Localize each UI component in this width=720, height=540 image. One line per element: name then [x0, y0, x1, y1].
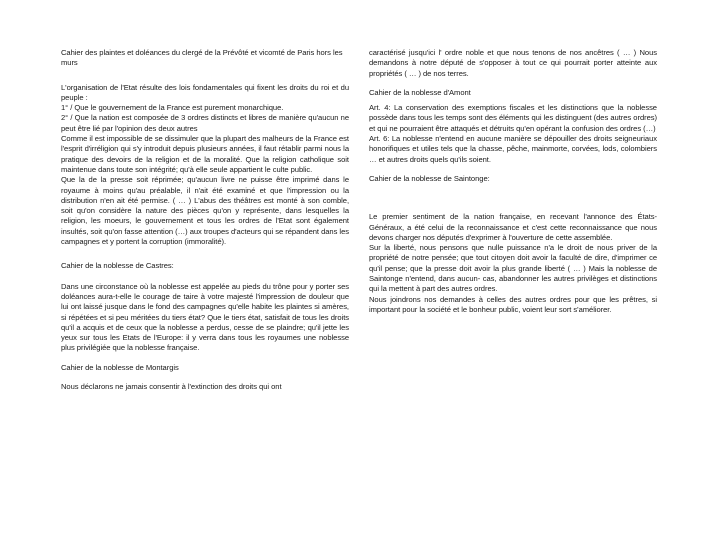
section-heading-saintonge: Cahier de la noblesse de Saintonge:: [369, 173, 490, 183]
clerge-paragraph: 2° / Que la nation est composée de 3 ordres distincts et libres de manière qu'aucun ne peut être lié par l'opinion des deux autres: [61, 113, 349, 133]
saintonge-paragraph: Nous joindrons nos demandes à celles des autres ordres pour que les prêtres, si important pour la société et le bonheur public, voient leur sort s'améliorer.: [369, 294, 657, 314]
left-column: [61, 48, 349, 392]
continuation-paragraph: caractérisé jusqu'ici l' ordre noble et que nous tenons de nos ancêtres ( … ) Nous demandons à notre député de s'opposer à tout ce qui pourrait porter atteinte aux propriétés ( … ) de nos terres.: [369, 48, 657, 78]
clerge-paragraph: Que la de la presse soit réprimée; qu'aucun livre ne puisse être imprimé dans le royaume à moins qu'au préalable, il n'ait été examiné et que l'impression ou la distribution n'en ait été permise. ( … ) L'abus des théâtres est monté à son comble, soit qu'on considère la nature des pièces qu'on y représente, dans lesquelles la religion, les moeurs, le gouvernement et tous les ordres de l'Etat sont également insultés, soit qu'on fasse attention (…) aux troupes d'acteurs qui se répandent dans les campagnes et y portent la corruption (immoralité).: [61, 175, 349, 247]
right-column: [369, 48, 657, 315]
section-heading-castres: Cahier de la noblesse de Castres:: [61, 261, 174, 271]
clerge-paragraph: Comme il est impossible de se dissimuler que la plupart des malheurs de la France est l'esprit d'irréligion qui s'y introduit depuis plusieurs années, il faut rétablir parmi nous la pratique des devoirs de la religion et de la moralité. Que la religion catholique soit maintenue dans toute son intégrité; qu'à elle seule appartient le culte public.: [61, 134, 349, 174]
clerge-paragraph: 1° / Que le gouvernement de la France est purement monarchique.: [61, 103, 284, 113]
amont-paragraph: Art. 6: La noblesse n'entend en aucune manière se dépouiller des droits seigneuriaux honorifiques et utiles tels que la chasse, pêche, mainmorte, corvées, lods, colombiers … et autres droits quels qu'ils soient.: [369, 134, 657, 164]
section-heading-montargis: Cahier de la noblesse de Montargis: [61, 362, 179, 372]
montargis-paragraph: Nous déclarons ne jamais consentir à l'extinction des droits qui ont: [61, 382, 282, 392]
saintonge-paragraph: Sur la liberté, nous pensons que nulle puissance n'a le droit de nous priver de la propriété de notre pensée; que tout citoyen doit avoir la faculté de dire, d'imprimer ce qu'il pense; que la presse doit avoir la plus grande liberté ( … ) Mais la noblesse de Saintonge n'entend, dans aucun- cas, abandonner les autres privilèges et distinctions qui la mettent à part des autres ordres.: [369, 243, 657, 294]
saintonge-paragraph: Le premier sentiment de la nation française, en recevant l'annonce des États-Généraux, a été celui de la reconnaissance et c'est cette reconnaissance que nous devons charger nos députés d'exprimer à l'ouverture de cette assemblée.: [369, 212, 657, 242]
castres-paragraph: Dans une circonstance où la noblesse est appelée au pieds du trône pour y porter ses doléances aura-t-elle le courage de taire à votre majesté l'impression de douleur que lui ont laissé jusque dans le fond des campagnes qu'elle habite les plaintes si amères, si répétées et si peu méritées du tiers état? Que le tiers état, satisfait de tous les droits qu'il a acquis et de ceux que la noblesse a perdus, cesse de se plaindre; qu'il jette les yeux sur tous les Etats de l'Europe: il y verra dans tous les royaumes une noblesse plus privilégiée que la noblesse française.: [61, 281, 349, 353]
clerge-paragraph: L'organisation de l'Etat résulte des lois fondamentales qui fixent les droits du roi et du peuple :: [61, 82, 349, 102]
amont-paragraph: Art. 4: La conservation des exemptions fiscales et les distinctions que la noblesse possède dans tous les temps sont des éléments qui les distinguent (des autres ordres) et qui ne pourraient être attaqués et détruits qu'en opérant la confusion des ordres (…): [369, 103, 657, 133]
section-heading-amont: Cahier de la noblesse d'Amont: [369, 87, 471, 97]
document-title: Cahier des plaintes et doléances du clergé de la Prévôté et vicomté de Paris hors les murs: [61, 48, 343, 68]
